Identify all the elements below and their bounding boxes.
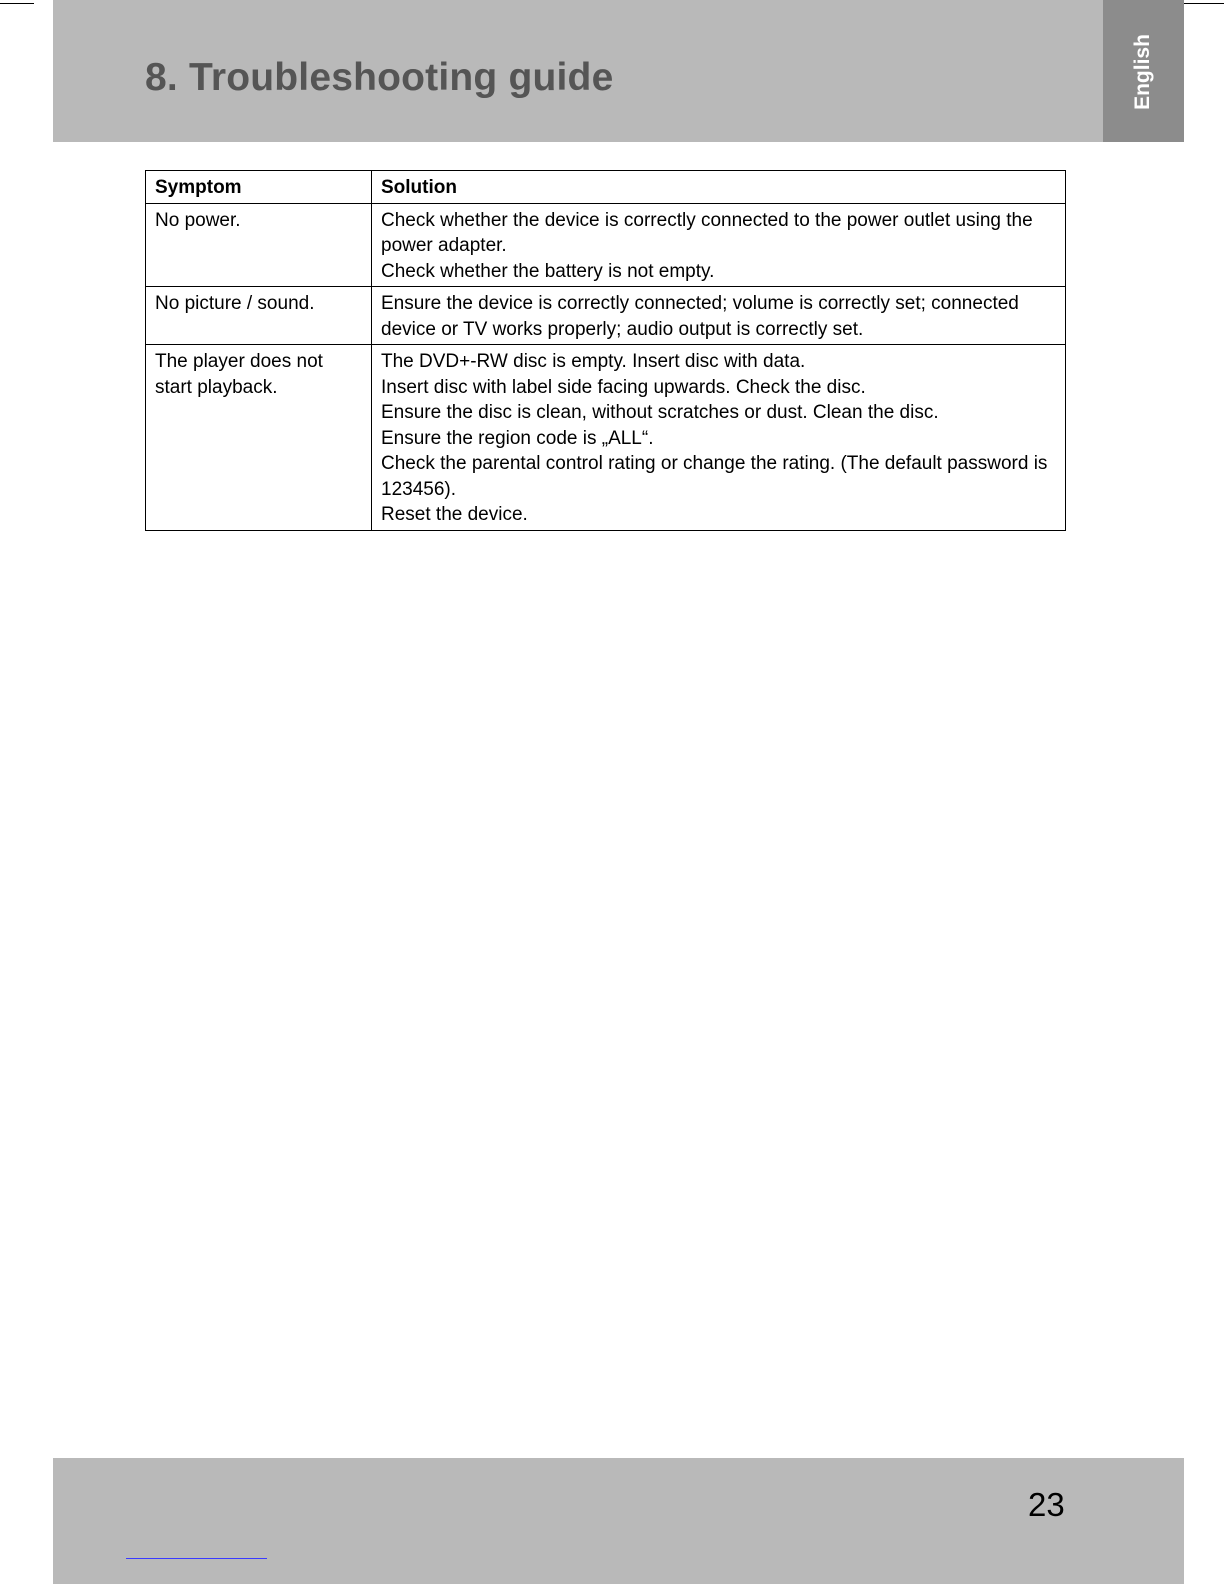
table-row [146,287,1066,345]
solution-line: Ensure the region code is „ALL“. [381,427,654,449]
solution-line: Check whether the device is correctly connected to the power outlet using the power adapter. [381,209,1033,256]
solution-line: Check whether the battery is not empty. [381,260,715,282]
solution-cell [372,203,1066,287]
symptom-cell: No picture / sound. [146,287,372,345]
page-number: 23 [1028,1486,1065,1523]
language-tab [1103,0,1184,142]
crop-mark-top-left [0,3,34,4]
solution-line: Ensure the device is correctly connected; volume is correctly set; connected device or TV works properly; audio output is correctly set. [381,293,1019,340]
header-band [53,0,1103,142]
table-row [146,345,1066,531]
footer-band [53,1458,1184,1584]
solution-cell [372,345,1066,531]
solution-line: Ensure the disc is clean, without scratches or dust. Clean the disc. [381,402,939,423]
solution-line: Reset the device. [381,504,528,525]
crop-mark-top-right [1180,3,1224,4]
troubleshooting-table [145,170,1066,531]
symptom-column-header: Symptom [146,171,372,204]
page-title: 8. Troubleshooting guide [145,56,614,99]
language-tab-label: English [1131,34,1154,110]
solution-line: The DVD+-RW disc is empty. Insert disc with data. [381,351,806,372]
table-header-row [146,171,1066,204]
solution-line: Check the parental control rating or change the rating. (The default password is 123456). [381,453,1048,500]
solution-line: Insert disc with label side facing upwards. Check the disc. [381,376,866,398]
solution-column-header: Solution [372,171,1066,204]
table-row [146,203,1066,287]
solution-cell [372,287,1066,345]
symptom-cell: The player does not start playback. [146,345,372,531]
footer-rule [126,1558,267,1559]
symptom-cell: No power. [146,203,372,287]
